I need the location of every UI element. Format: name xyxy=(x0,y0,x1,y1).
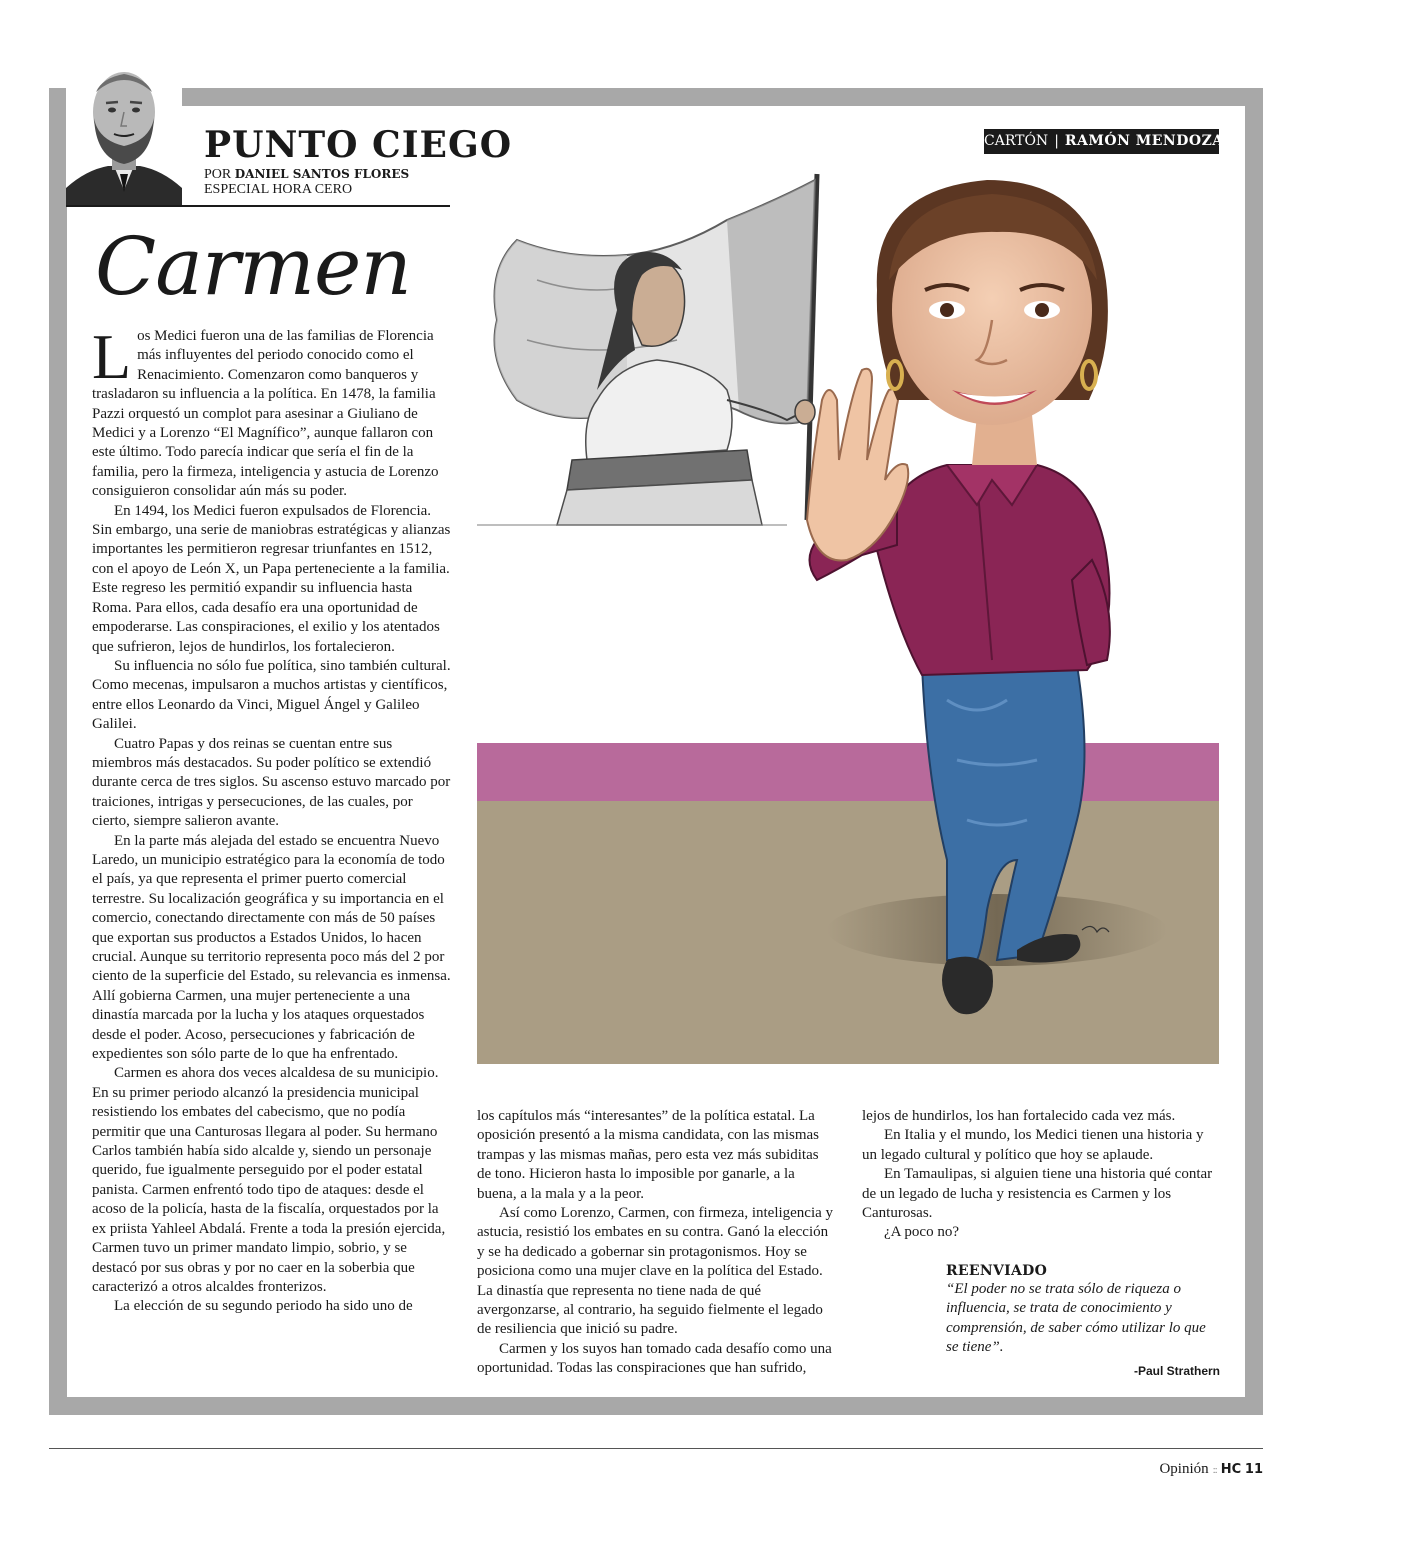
column-name: PUNTO CIEGO xyxy=(204,124,513,166)
footer-separator: :: xyxy=(1212,1464,1217,1476)
reenviado-quote xyxy=(946,1262,1220,1378)
footer-rule xyxy=(49,1448,1263,1449)
article-paragraph: La elección de su segundo periodo ha sido uno de xyxy=(114,1298,413,1315)
byline-section: ESPECIAL HORA CERO xyxy=(204,182,353,197)
page-footer xyxy=(1159,1461,1263,1478)
author-photo xyxy=(66,66,182,206)
article-column-1 xyxy=(92,321,452,1317)
article-paragraph: En Tamaulipas, si alguien tiene una historia qué contar de un legado de lucha y resistencia es Carmen y los Canturosas. xyxy=(862,1166,1213,1222)
article-paragraph: Su influencia no sólo fue política, sino también cultural. Como mecenas, impulsaron a muchos artistas y científicos, entre ellos Leonardo da Vinci, Miguel Ángel y Galileo Galilei. xyxy=(92,657,451,733)
article-paragraph: En Italia y el mundo, los Medici tienen una historia y un legado cultural y político que hoy se aplaude. xyxy=(862,1127,1204,1163)
article-column-3 xyxy=(862,1107,1220,1243)
cartoon-artist: RAMÓN MENDOZA xyxy=(1064,133,1224,149)
article-paragraph: Así como Lorenzo, Carmen, con firmeza, inteligencia y astucia, resistió los embates en su contra. Ganó la elección y se ha dedicado a gobernar sin protagonismos. Hoy se posiciona como una mujer clave en la política del Estado. La dinastía que representa no tiene nada de qué avergonzarse, al contrario, ha seguido fielmente el legado de resiliencia que inició su padre. xyxy=(477,1205,834,1338)
cartoon-illustration xyxy=(477,160,1219,1064)
article-paragraph: En 1494, los Medici fueron expulsados de Florencia. Sin embargo, una serie de maniobras estratégicas y alianzas importantes les permitieron regresar triunfantes en 1512, con el apoyo de León X, un Papa perteneciente a la familia. Este regreso les permitió expandir su influencia hasta Roma. Para ellos, cada desafío era una oportunidad de empoderarse. Las conspiraciones, el exilio y los atentados que sufrieron, lejos de hundirlos, los fortalecieron. xyxy=(92,502,451,655)
article-paragraph: Cuatro Papas y dos reinas se cuentan entre sus miembros más destacados. Su poder político se extendió durante cerca de tres siglos. Su ascenso estuvo marcado por traiciones, intrigas y persecuciones, de las cuales, por cierto, siempre salieron avante. xyxy=(92,735,451,830)
quote-author: -Paul Strathern xyxy=(1133,1363,1220,1378)
footer-publication: HC xyxy=(1220,1462,1242,1477)
byline xyxy=(204,167,409,197)
article-paragraph: ¿A poco no? xyxy=(884,1224,959,1241)
article-column-2 xyxy=(477,1107,835,1379)
headline: Carmen xyxy=(95,220,411,313)
article-paragraph: Carmen es ahora dos veces alcaldesa de su municipio. En su primer periodo alcanzó la presidencia municipal resistiendo los embates del cabecismo, que no podía permitir que una Canturosas llegara al poder. Su hermano Carlos también había sido alcalde y, siendo un personaje querido, fue igualmente perseguido por el poder estatal panista. Carmen enfrentó todo tipo de ataques: desde el acoso de la policía, hasta de la fiscalía, orquestados por la ex priista Yahleel Abdalá. Frente a toda la presión ejercida, Carmen tuvo un primer mandato limpio, sobrio, y se destacó por sus obras y por no caer en la soberbia que caracterizó a otros alcaldes fronterizos. xyxy=(92,1065,446,1295)
article-paragraph-continued: lejos de hundirlos, los han fortalecido cada vez más. xyxy=(862,1108,1176,1124)
credit-separator: | xyxy=(1054,133,1059,149)
cartoon-credit-label: CARTÓN xyxy=(984,133,1049,149)
footer-section: Opinión xyxy=(1159,1461,1209,1477)
cartoon-credit xyxy=(984,129,1224,154)
page-number: 11 xyxy=(1244,1462,1263,1477)
article-paragraph: Carmen y los suyos han tomado cada desafío como una oportunidad. Todas las conspiraciones que han sufrido, xyxy=(477,1340,832,1377)
header-rule xyxy=(66,205,450,207)
author-name: DANIEL SANTOS FLORES xyxy=(234,167,410,181)
magenta-band xyxy=(477,743,1219,801)
article-lead-text: os Medici fueron una de las familias de Florencia más influyentes del periodo conocido como el Renacimiento. Comenzaron como banqueros y trasladaron su influencia a la política. En 1478, la familia Pazzi orquestó un complot para asesinar a Giuliano de Medici y a Lorenzo “El Magnífico”, aunque fallaron con este último. Todo parecía indicar que sería el fin de la familia, pero la firmeza, inteligencia y astucia de Lorenzo consiguieron consolidar aún más su poder. xyxy=(92,328,439,500)
drop-cap: L xyxy=(92,321,132,392)
byline-prefix: POR xyxy=(204,167,235,182)
quote-text: “El poder no se trata sólo de riqueza o influencia, se trata de conocimiento y comprensión, de saber cómo utilizar lo que se tiene”. xyxy=(946,1281,1206,1356)
article-paragraph-continued: los capítulos más “interesantes” de la política estatal. La oposición presentó a la misma candidata, con las mismas trampas y las mismas mañas, pero esta vez más subiditas de tono. Hicieron hasta lo imposible por ganarle, a la buena, a la mala y a la peor. xyxy=(477,1108,819,1202)
article-paragraph: En la parte más alejada del estado se encuentra Nuevo Laredo, un municipio estratégico para la economía de todo el país, ya que representa el primer puerto comercial terrestre. Su localización geográfica y su importancia en el comercio, conectando directamente con más de 50 países que exportan sus productos a Estados Unidos, lo hacen crucial. Aunque su territorio representa poco más del 2 por ciento de la superficie del Estado, su relevancia es inmensa. Allí gobierna Carmen, una mujer perteneciente a una dinastía marcada por la lucha y los ataques orquestados desde el poder. Acoso, persecuciones y fabricación de expedientes son sólo parte de lo que ha enfrentado. xyxy=(92,832,451,1063)
flag-woman-sketch xyxy=(477,174,817,525)
article-paragraph-1 xyxy=(92,321,452,502)
quote-label: REENVIADO xyxy=(946,1263,1048,1279)
